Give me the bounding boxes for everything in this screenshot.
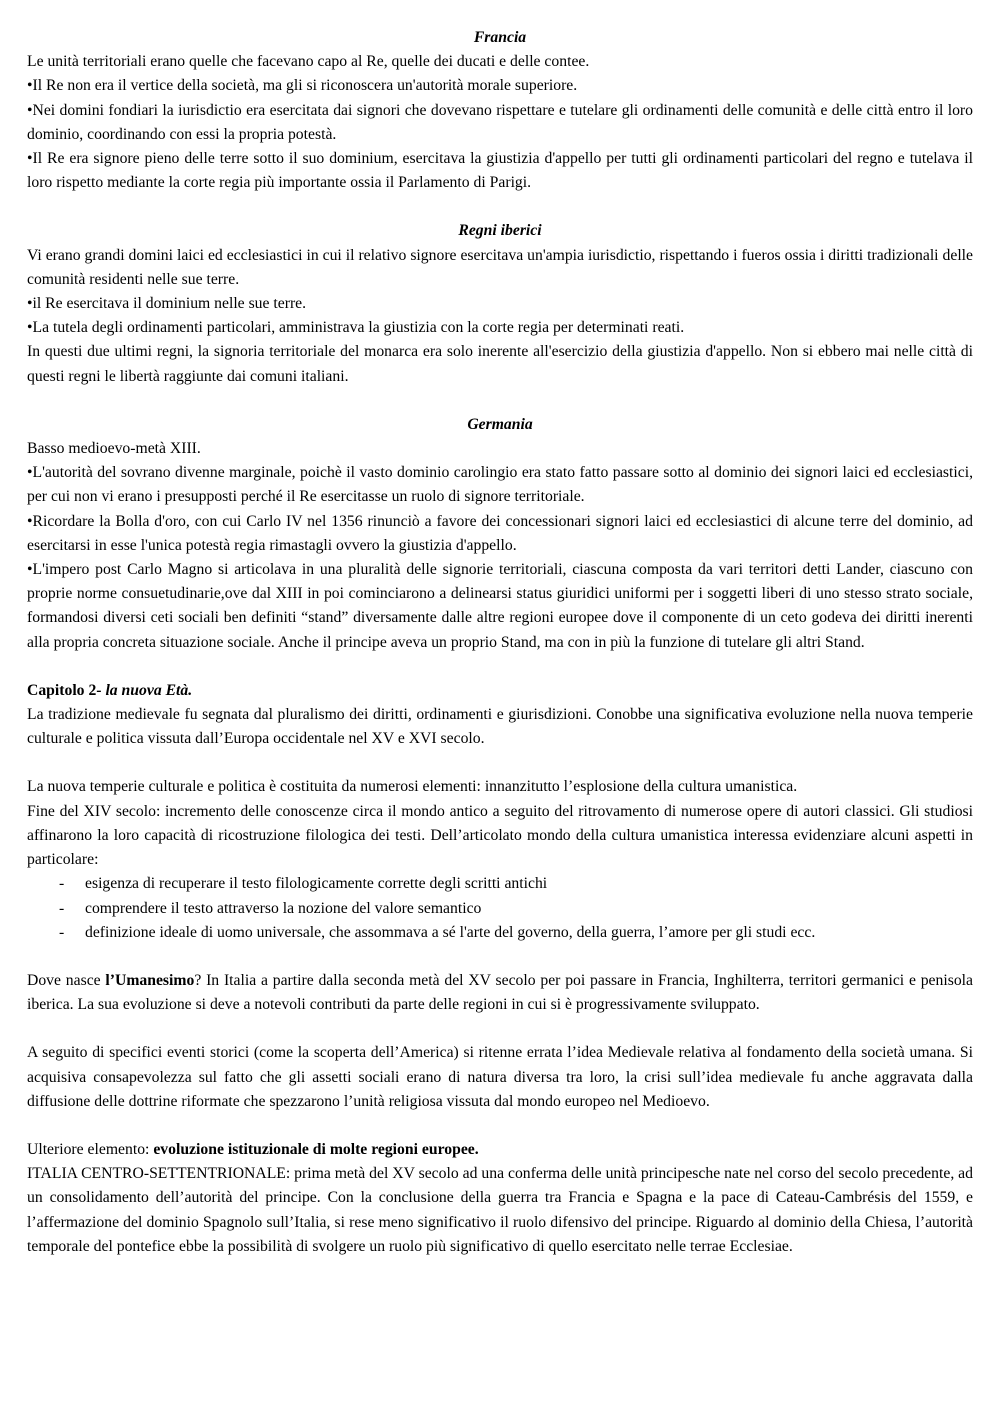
spacer xyxy=(27,1114,973,1138)
paragraph: Fine del XIV secolo: incremento delle conoscenze circa il mondo antico a seguito del ritrovamento di numerose opere di autori classici. Gli studiosi affinarono la loro capacità di ricostruzione filologica dei testi. Dell’articolato mondo della cultura umanistica interessa evidenziare alcuni aspetti in particolare: xyxy=(27,802,973,869)
bullet-paragraph: •L'impero post Carlo Magno si articolava in una pluralità delle signorie territoriali, ciascuna composta da vari territori detti Lander, ciascuno con proprie norme consuetudinarie,ove dal XIII in poi cominciarono a delinearsi status giuridici uniformi per i soggetti liberi di uno stesso strato sociale, formandosi diversi ceti sociali ben definiti “stand” diversamente dalle altre regioni europee dove il componente di un ceto godeva dei diritti inerenti alla propria concreta situazione sociale. Anche il principe aveva un proprio Stand, ma con in più la funzione di tutelare gli altri Stand. xyxy=(27,561,973,651)
bullet-paragraph: •Il Re era signore pieno delle terre sotto il suo dominium, esercitava la giustizia d'appello per tutti gli ordinamenti particolari del regno e tutelava il loro rispetto mediante la corte regia più importante ossia il Parlamento di Parigi. xyxy=(27,150,973,192)
paragraph: Le unità territoriali erano quelle che facevano capo al Re, quelle dei ducati e delle contee. xyxy=(27,53,590,71)
paragraph: Vi erano grandi domini laici ed ecclesiastici in cui il relativo signore esercitava un'ampia iurisdictio, rispettando i fueros ossia i diritti tradizionali delle comunità residenti nelle sue terre. xyxy=(27,246,973,288)
list-item: - comprendere il testo attraverso la nozione del valore semantico xyxy=(27,897,973,921)
paragraph: ITALIA CENTRO-SETTENTRIONALE: prima metà del XV secolo ad una conferma delle unità principesche nate nel corso del secolo precedente, ad un consolidamento dell’autorità del principe. Con la conclusione della guerra tra Francia e Spagna e la pace di Cateau-Cambrésis del 1559, e l’affermazione del dominio Spagnolo sull’Italia, si rese meno significativo il ruolo difensivo del principe. Riguardo al dominio della Chiesa, l’autorità temporale del pontefice ebbe la possibilità di svolgere un ruolo più significativo di quello esercitato nelle terrae Ecclesiae. xyxy=(27,1165,973,1255)
paragraph xyxy=(27,1138,973,1162)
bullet-paragraph: •il Re esercitava il dominium nelle sue terre. xyxy=(27,295,307,313)
paragraph: In questi due ultimi regni, la signoria territoriale del monarca era solo inerente all'esercizio della giustizia d'appello. Non si ebbero mai nelle città di questi regni le libertà raggiunte dai comuni italiani. xyxy=(27,343,973,385)
bullet-paragraph: •Ricordare la Bolla d'oro, con cui Carlo IV nel 1356 rinunciò a favore dei concessionari signori laici ed ecclesiastici di alcune terre del dominio, ad esercitarsi in esse l'unica potestà regia rimastagli ovvero la giustizia d'appello. xyxy=(27,512,973,554)
list-item: - definizione ideale di uomo universale, che assommava a sé l'arte del governo, della guerra, l’amore per gli studi ecc. xyxy=(27,921,973,945)
list-item: - esigenza di recuperare il testo filologicamente corrette degli scritti antichi xyxy=(27,872,973,896)
text-run: ? In Italia a partire dalla seconda metà del XV secolo per poi passare in Francia, Inghilterra, territori germanici e penisola iberica. La sua evoluzione si deve a notevoli contributi da parte delle regioni in cui si è progressivamente sviluppato. xyxy=(27,971,973,1014)
bold-text-evoluzione: evoluzione istituzionale di molte regioni europee. xyxy=(153,1140,479,1158)
section-title-germania: Germania xyxy=(467,415,533,433)
paragraph xyxy=(27,969,973,1017)
bold-text-umanesimo: l’Umanesimo xyxy=(105,971,195,989)
dash-list xyxy=(27,872,973,945)
section-title-regni-iberici: Regni iberici xyxy=(458,222,542,240)
document-page xyxy=(27,26,973,1259)
text-run: Ulteriore elemento: xyxy=(27,1140,154,1158)
chapter-heading xyxy=(27,679,973,703)
section-title-francia: Francia xyxy=(473,29,527,46)
spacer xyxy=(27,389,973,413)
spacer xyxy=(27,195,973,219)
spacer xyxy=(27,1017,973,1041)
chapter-heading-prefix: Capitolo 2- xyxy=(27,681,106,699)
paragraph: Basso medioevo-metà XIII. xyxy=(27,440,201,458)
paragraph: La nuova temperie culturale e politica è costituita da numerosi elementi: innanzitutto l’esplosione della cultura umanistica. xyxy=(27,778,798,796)
bullet-paragraph: •Nei domini fondiari la iurisdictio era esercitata dai signori che dovevano rispettare e tutelare gli ordinamenti delle comunità e delle città entro il loro dominio, coordinando con essi la propria potestà. xyxy=(27,101,973,143)
bullet-paragraph: •L'autorità del sovrano divenne marginale, poichè il vasto dominio carolingio era stato fatto passare sotto al dominio dei signori laici ed ecclesiastici, per cui non vi erano i presupposti perché il Re esercitasse un ruolo di signore territoriale. xyxy=(27,464,973,506)
text-run: Dove nasce xyxy=(27,971,106,989)
paragraph: La tradizione medievale fu segnata dal pluralismo dei diritti, ordinamenti e giurisdizioni. Conobbe una significativa evoluzione nella nuova temperie culturale e politica vissuta dall’Europa occidentale nel XV e XVI secolo. xyxy=(27,706,973,748)
spacer xyxy=(27,751,973,775)
bullet-paragraph: •Il Re non era il vertice della società, ma gli si riconoscera un'autorità morale superiore. xyxy=(27,77,578,95)
spacer xyxy=(27,945,973,969)
bullet-paragraph: •La tutela degli ordinamenti particolari, amministrava la giustizia con la corte regia per determinati reati. xyxy=(27,319,685,337)
chapter-heading-title: la nuova Età. xyxy=(105,681,193,699)
spacer xyxy=(27,655,973,679)
paragraph: A seguito di specifici eventi storici (come la scoperta dell’America) si ritenne errata l’idea Medievale relativa al fondamento della società umana. Si acquisiva consapevolezza sul fatto che gli assetti sociali erano di natura diversa tra loro, la crisi sull’idea medievale fu anche aggravata dalla diffusione delle dottrine riformate che spezzarono l’unità religiosa vissuta dal mondo europeo nel Medioevo. xyxy=(27,1044,973,1110)
